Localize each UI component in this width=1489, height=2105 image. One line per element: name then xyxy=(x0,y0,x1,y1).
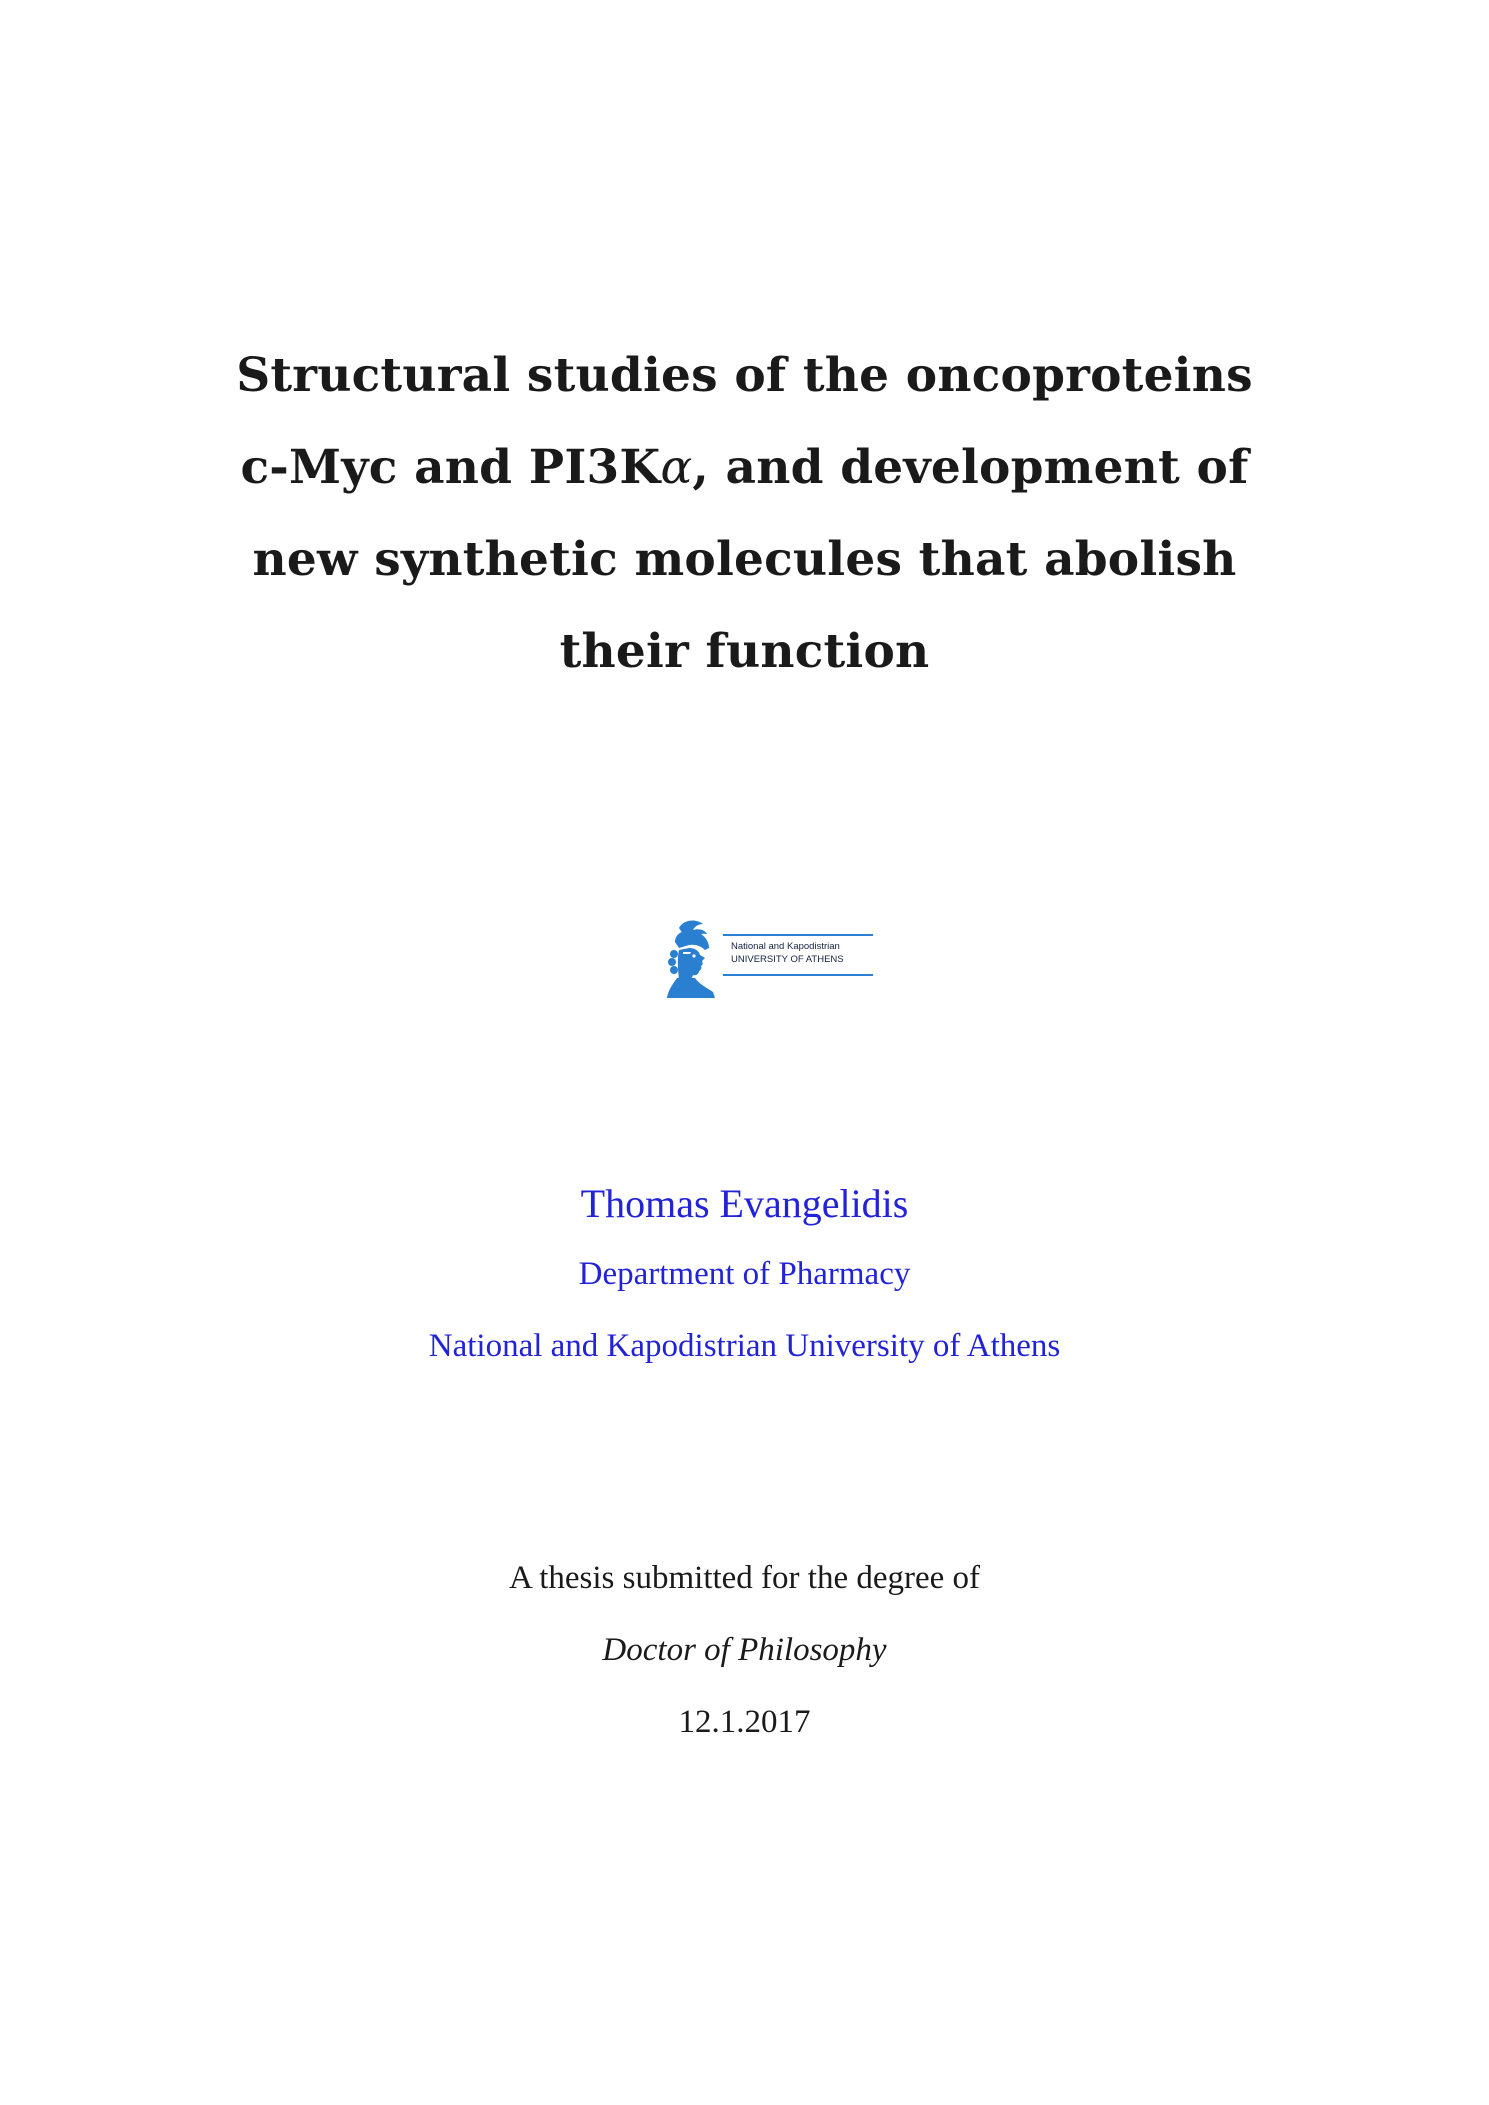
author-university: National and Kapodistrian University of Athens xyxy=(428,1328,1061,1364)
submission-block xyxy=(0,1558,1489,1742)
logo-top-rule xyxy=(723,934,873,936)
submission-date: 12.1.2017 xyxy=(678,1704,811,1740)
logo-line-1: National and Kapodistrian xyxy=(731,941,840,952)
author-block xyxy=(0,1180,1489,1366)
author-name: Thomas Evangelidis xyxy=(580,1181,909,1226)
logo-line-2: UNIVERSITY OF ATHENS xyxy=(731,954,844,965)
submission-statement: A thesis submitted for the degree of xyxy=(508,1560,981,1596)
title-line-1: Structural studies of the oncoproteins xyxy=(236,348,1253,403)
title-alpha-symbol: α xyxy=(660,440,693,495)
university-logo xyxy=(665,918,875,1000)
author-department: Department of Pharmacy xyxy=(578,1256,911,1292)
title-line-2-end: , and development of xyxy=(692,440,1249,495)
title-line-2 xyxy=(0,422,1489,514)
title-line-3: new synthetic molecules that abolish xyxy=(252,532,1237,587)
title-line-2-start: c-Myc and PI3K xyxy=(240,440,661,495)
title-line-4: their function xyxy=(559,624,930,679)
logo-wordmark xyxy=(731,940,844,966)
degree-name: Doctor of Philosophy xyxy=(602,1632,887,1668)
athena-head-icon xyxy=(665,918,721,1000)
logo-bottom-rule xyxy=(723,974,873,976)
thesis-title xyxy=(0,330,1489,698)
